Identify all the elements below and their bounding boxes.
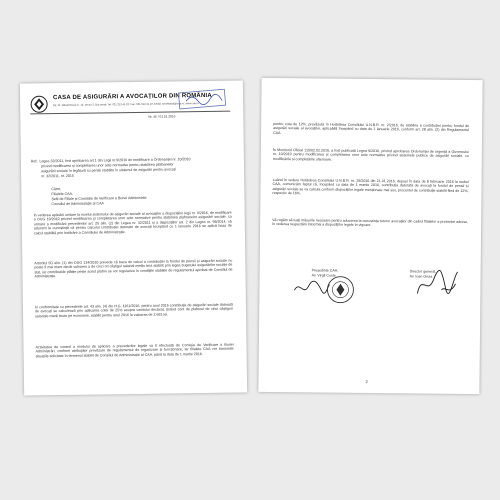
signature-title-right: Director general,	[409, 269, 437, 274]
recipient-line: Filialele CAA,	[51, 191, 73, 197]
body-paragraph: În conformitate cu prevederile art. 43 alin. (4) din H.G. 1161/2016, pentru anul 2016 contribuția de asigurări sociale datorată de avocați se calculează prin aplicarea cotei de 25% asupra venitului declarat, ținând cont de plafonul de cinci câștiguri salariale medii brute pe economie, stabilit pentru anul 2016 la valoarea de 2.681 lei.	[34, 302, 234, 319]
recipient-line: Către,	[51, 187, 62, 192]
body-paragraph: Luând în vedere Hotărârea Consiliului U.N.B.R. nr. 25/2016 din 21.01.2016, depuși în data de 8 februarie 2016 la sediul CAA, comunicăm faptul că, începând cu data de 1 martie 2016, contribuția datorată de avocați la fondul de pensii și asigurări sociale se va calcula conform dispozițiilor legale menționate mai sus, procentul de contribuție stabilit fiind de 12%, respectiv de 16%.	[272, 177, 469, 196]
ref-line: Ref.: Legea 32/2011, fost apolicarea art.1 din Legii nr.9/2016 de modificare a Ordonanței nr. 10/2010	[30, 157, 191, 164]
body-paragraph: Vă rugăm să luați măsurile necesare pentru aducerea la cunoștința tuturor avocaților din cadrul filialelor a prezentei adrese, în vederea respectării întocmai a dispozițiilor legale în vigoare.	[272, 217, 469, 228]
ref-line: nr. 32/2011, nr. 2015	[41, 173, 74, 179]
ref-line: privind modificarea și completarea unor acte normative pentru stabilirea plafoanelor	[40, 162, 174, 169]
document-page-1	[20, 80, 247, 395]
document-page-2	[258, 78, 482, 394]
official-stamp-icon	[325, 275, 355, 305]
body-paragraph: pentru cota de 12%, prevăzută în Hotărârea Consiliului U.N.B.R. nr. 2/2016, de stabilire a contribuției pentru fondul de asigurări sociale al avocaților, aplicabilă începând cu data de 1 ianuarie 2016, conform art. 28 alin. (2) din Regulamentul CAA.	[273, 121, 470, 135]
signature-title-left: Președinte CAA,	[311, 268, 339, 273]
body-paragraph: Articolul 5D alin. (1) din OUG 134/2010 prevede că baza de calcul a contribuției la fondul de pensii și asigurări sociale nu poate fi mai mare decât valoarea a de cinci ori câștigul salarial mediu brut stabilit prin legea bugetului asigurărilor sociale de stat, iar contribuțiile plătite peste acest plafon se vor regulariza în condițiile stabilite de regulamentul aprobat de Consiliul de Administrație.	[34, 258, 233, 279]
body-paragraph: În Monitorul Oficial 115/02.02.2016, a fost publicată Legea 9/2016, privind aprobarea Ordonanței de urgență a Guvernului nr. 10/2010 pentru modificarea și completarea unor acte normative privind sistemele publice de asigurări sociale, cu modificările și completările ulterioare.	[272, 147, 469, 162]
ref-line: asigurării sociale în legătură cu pensii stabilite în sistemul de asigurări pentru avocați	[41, 167, 176, 174]
body-paragraph: În vederea aplicării unitare la nivelul sistemului de asigurări sociale al avocaților a dispozițiilor legii nr. 9/2016, de modificare a OUG 10/2010 privind modificarea și completarea unor acte normative pentru stabilirea plafoanelor asigurării sociale, ca urmare a modificării prevederilor art. 25 alin. (2) din Legea nr. 32/2011 și a dispozițiilor art. 2 din Legea nr. 98/2014, vă aducem la cunoștință că pentru calculul contribuției datorate de avocați începând cu 1 ianuarie 2016 se aplică baza de calcul stabilită prin hotărâre a Consiliului de Administrație.	[33, 210, 232, 236]
institution-title: CASA DE ASIGURĂRI A AVOCAȚILOR DIN ROMÂNIA	[52, 92, 212, 102]
caa-logo-icon	[30, 95, 48, 113]
recipient-line: Șefii de Filiale și Comisiile de Verificare a Bunei Administrări	[51, 195, 147, 202]
signature-name-left: Av. Virgil Coste	[311, 273, 336, 278]
institution-address: Str. Dr. Mihail Ghica nr. 12, sector 2, București; Tel: 021.312.41.22; Fax: 021.312.41.19; Email: secretariat@caa.ro; www.caa.ro	[53, 102, 199, 108]
signature-name-right: Av. Ioan Gruia	[409, 274, 433, 279]
body-paragraph: Activitatea de control a modului de aplicare a prevederilor legale va fi efectuată de Comisia de Verificare a Bunei Administrări, conform atribuțiilor prevăzute de regulamentul de organizare și funcționare, iar filialele CAA vor transmite situațiile solicitate în termenul stabilit de Consiliul de Administrație al CAA, până la data de 1 martie 2016.	[35, 342, 234, 359]
document-number: Nr. 46 / 01.01.2016	[148, 114, 176, 119]
registry-stamp-icon	[178, 89, 228, 112]
header-divider	[30, 111, 230, 115]
page-number: 2	[365, 378, 368, 384]
recipient-line: Consiliul de Administrație al CAA	[51, 201, 104, 207]
signature-right-icon	[411, 265, 461, 302]
